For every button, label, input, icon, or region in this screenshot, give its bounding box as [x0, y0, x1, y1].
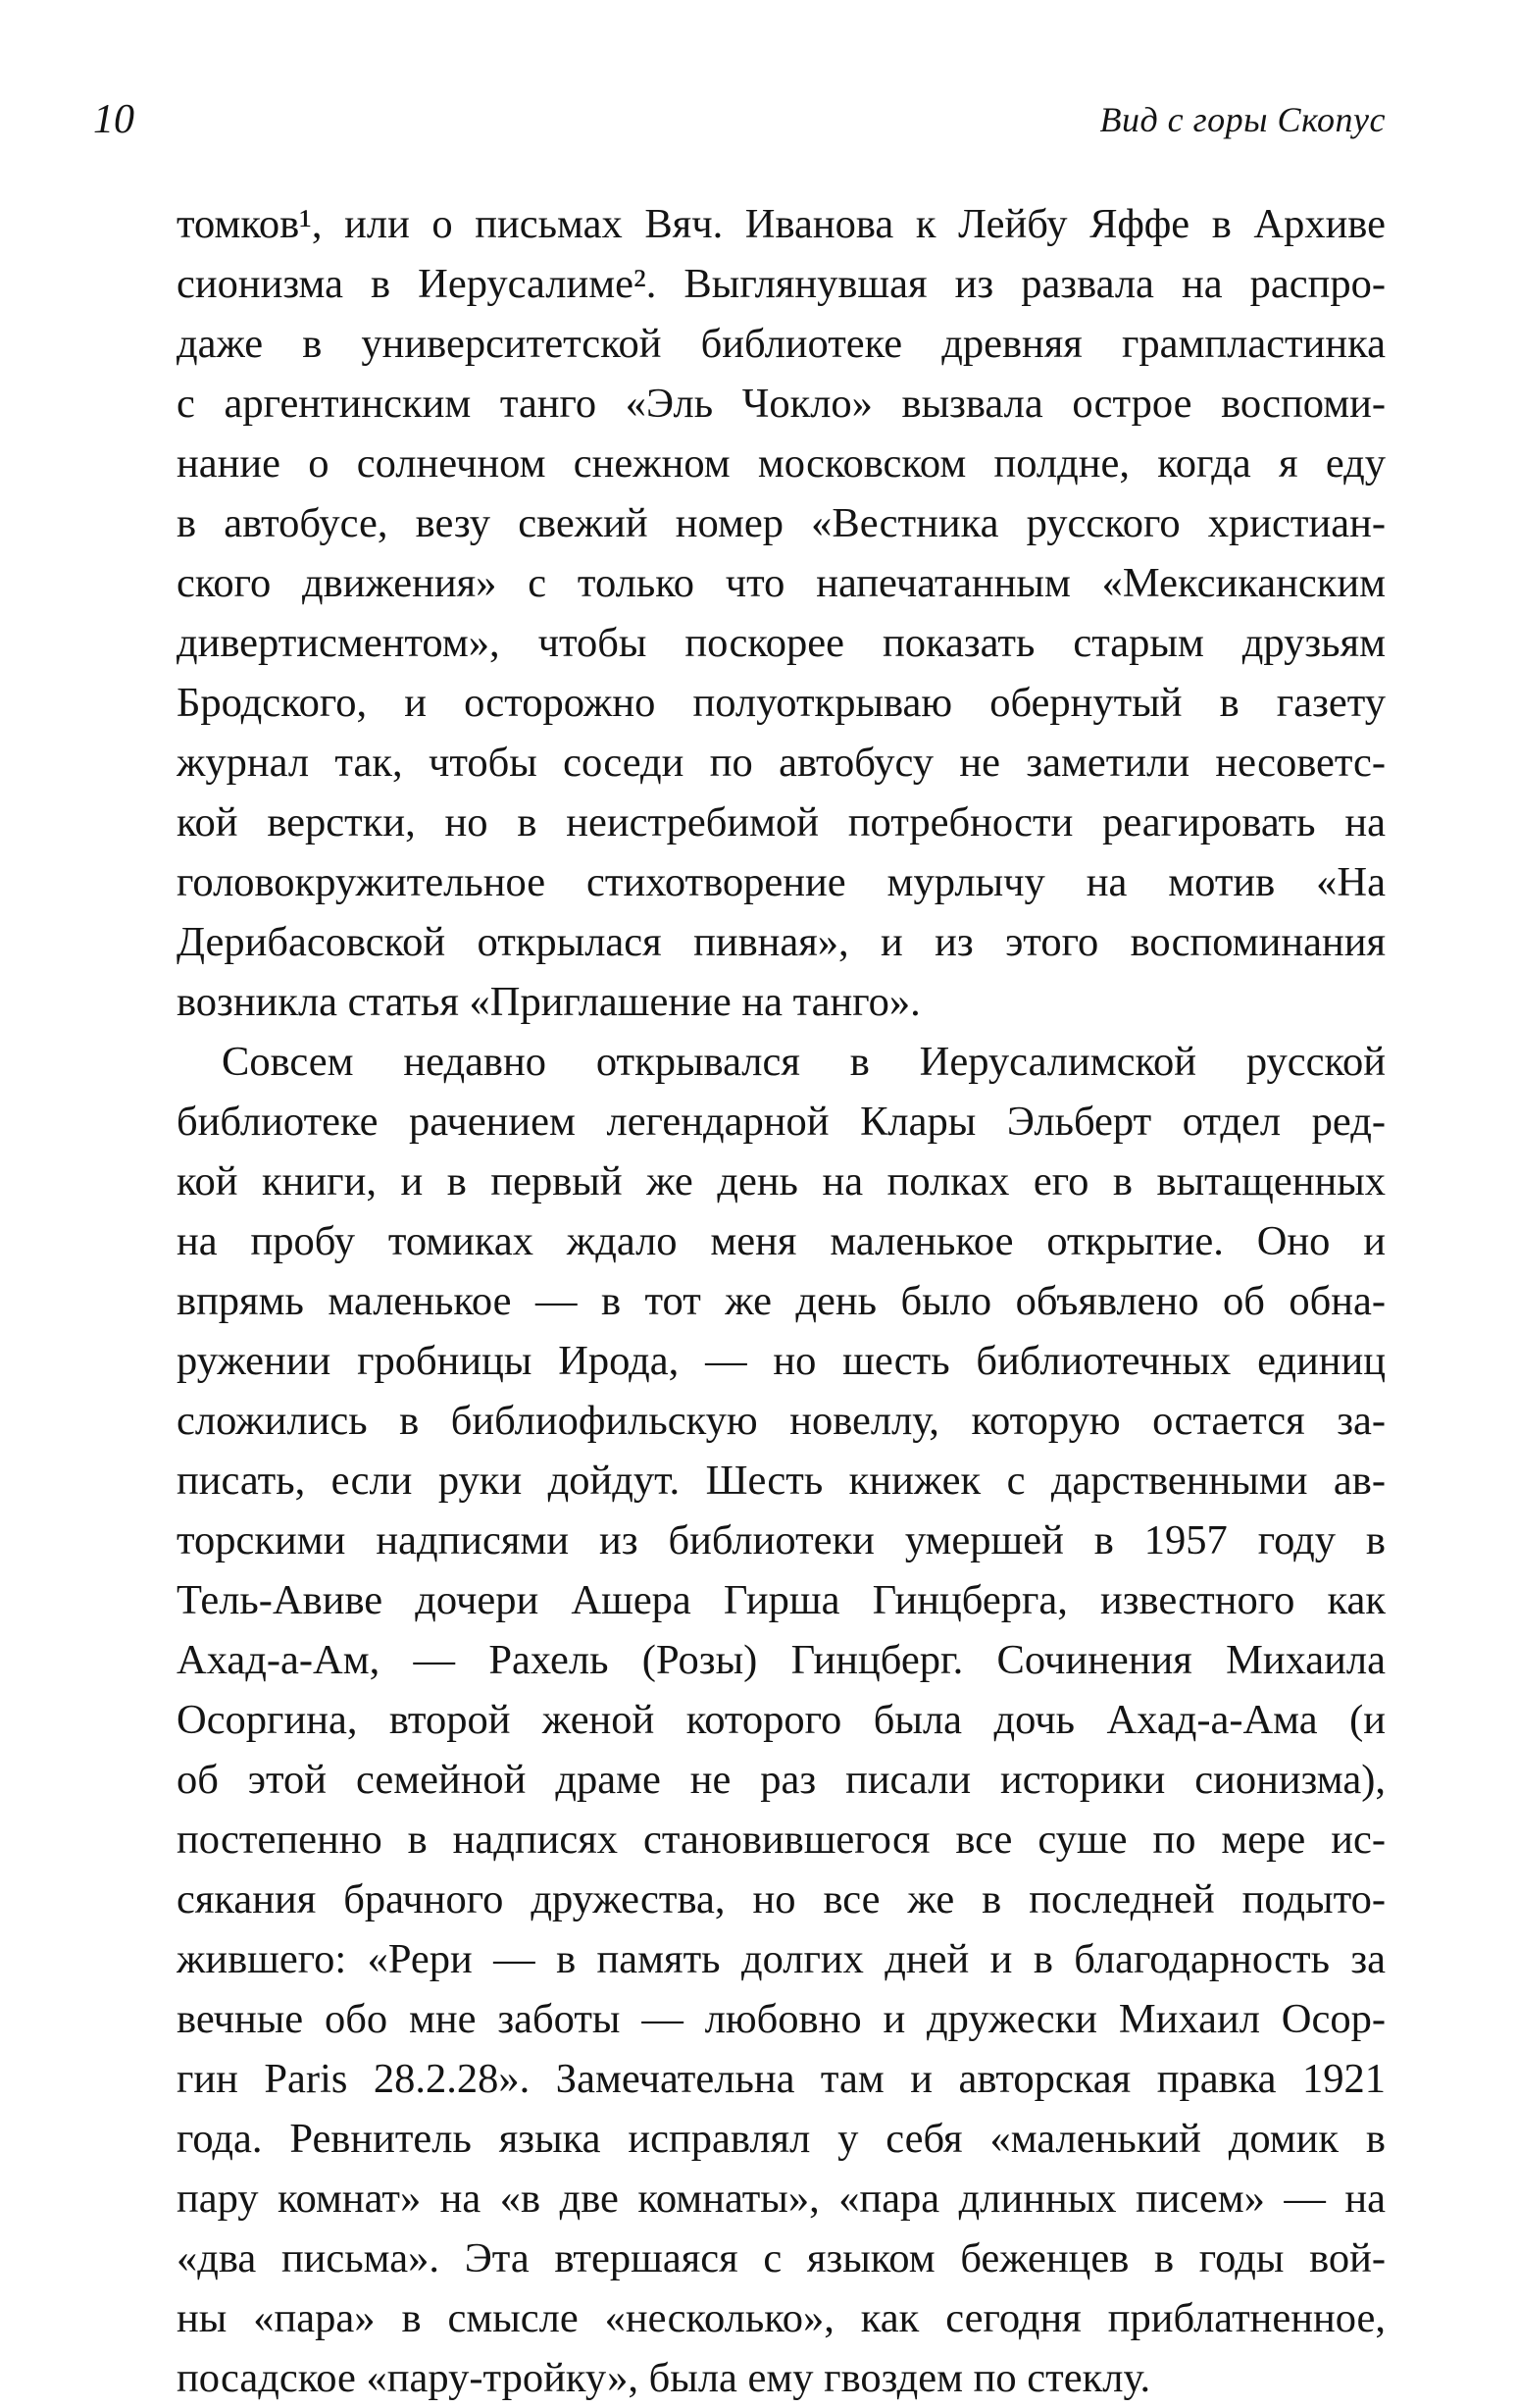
text-line: пару комнат» на «в две комнаты», «пара длинных писем» — на [177, 2176, 1386, 2222]
paragraph-1 [177, 194, 1386, 1032]
text-line: томков¹, или о письмах Вяч. Иванова к Лейбу Яффе в Архиве [177, 201, 1386, 247]
paragraph-2 [177, 1032, 1386, 2408]
text-line: ны «пара» в смысле «несколько», как сегодня приблатненное, [177, 2295, 1386, 2341]
text-line: писать, если руки дойдут. Шесть книжек с дарственными ав- [177, 1458, 1386, 1504]
text-line: дивертисментом», чтобы поскорее показать старым друзьям [177, 620, 1386, 666]
page-number: 10 [93, 97, 134, 142]
text-line: журнал так, чтобы соседи по автобусу не заметили несоветс- [177, 740, 1386, 786]
text-line: впрямь маленькое — в тот же день было объявлено об обна- [177, 1278, 1386, 1324]
text-line: на пробу томиках ждало меня маленькое открытие. Оно и [177, 1218, 1386, 1264]
text-line: вечные обо мне заботы — любовно и дружески Михаил Осор- [177, 1996, 1386, 2042]
text-line: Ахад-а-Ам, — Рахель (Розы) Гинцберг. Сочинения Михаила [177, 1637, 1386, 1683]
text-line: Осоргина, второй женой которого была дочь Ахад-а-Ама (и [177, 1697, 1386, 1743]
text-line: ского движения» с только что напечатанным «Мексиканским [177, 560, 1386, 606]
text-line: постепенно в надписях становившегося все суше по мере ис- [177, 1817, 1386, 1863]
text-line: даже в университетской библиотеке древняя грампластинка [177, 321, 1386, 367]
text-line: ружении гробницы Ирода, — но шесть библиотечных единиц [177, 1338, 1386, 1384]
text-line: головокружительное стихотворение мурлычу на мотив «На [177, 859, 1386, 905]
body-text [177, 194, 1386, 2408]
text-line: Тель-Авиве дочери Ашера Гирша Гинцберга, известного как [177, 1577, 1386, 1623]
text-line: сионизма в Иерусалиме². Выглянувшая из развала на распро- [177, 261, 1386, 307]
text-line: Бродского, и осторожно полуоткрываю обернутый в газету [177, 680, 1386, 726]
text-line: «два письма». Эта втершаяся с языком беженцев в годы вой- [177, 2235, 1386, 2281]
page-header [93, 90, 1386, 149]
text-line: жившего: «Рери — в память долгих дней и в благодарность за [177, 1936, 1386, 1982]
text-line: кой верстки, но в неистребимой потребности реагировать на [177, 799, 1386, 845]
text-line: гин Paris 28.2.28». Замечательна там и авторская правка 1921 [177, 2056, 1386, 2102]
text-line: возникла статья «Приглашение на танго». [177, 979, 921, 1025]
text-line: Дерибасовской открылася пивная», и из этого воспоминания [177, 919, 1386, 965]
text-line: об этой семейной драме не раз писали историки сионизма), [177, 1757, 1386, 1803]
text-line: сложились в библиофильскую новеллу, которую остается за- [177, 1398, 1386, 1444]
running-head: Вид с горы Скопус [1099, 100, 1386, 139]
text-line: торскими надписями из библиотеки умершей в 1957 году в [177, 1517, 1386, 1563]
text-line: Совсем недавно открывался в Иерусалимской русской [222, 1039, 1386, 1085]
text-line: нание о солнечном снежном московском полдне, когда я еду [177, 440, 1386, 487]
text-line: года. Ревнитель языка исправлял у себя «маленький домик в [177, 2116, 1386, 2162]
text-line: кой книги, и в первый же день на полках его в вытащенных [177, 1158, 1386, 1204]
text-line: сякания брачного дружества, но все же в последней подыто- [177, 1876, 1386, 1922]
text-line: посадское «пару-тройку», была ему гвоздем по стеклу. [177, 2355, 1151, 2401]
text-line: библиотеке рачением легендарной Клары Эльберт отдел ред- [177, 1099, 1386, 1145]
text-line: в автобусе, везу свежий номер «Вестника русского христиан- [177, 500, 1386, 546]
text-line: с аргентинским танго «Эль Чокло» вызвала острое воспоми- [177, 381, 1386, 427]
